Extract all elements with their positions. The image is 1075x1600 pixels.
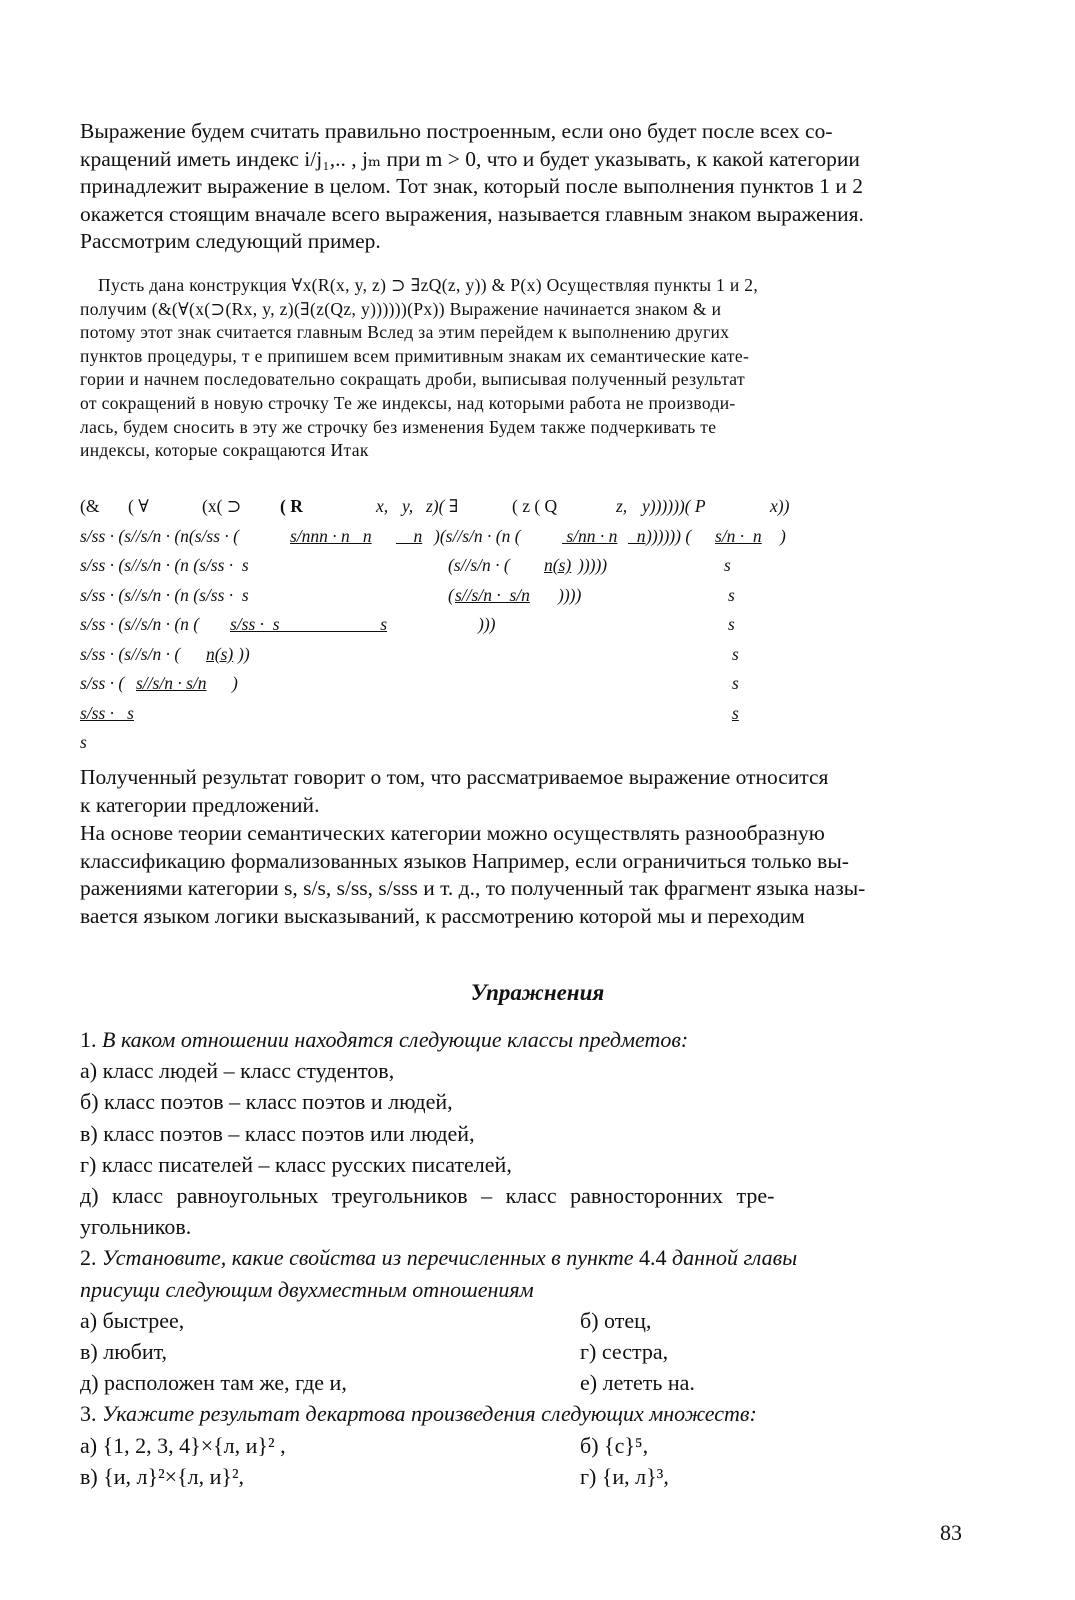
derivation-cell: s/ss · (s//s/n · (n (s/ss · s [80, 555, 249, 575]
derivation-cell: s [732, 702, 739, 723]
derivation-cell: s [724, 555, 731, 575]
derivation-cell: )(s//s/n · (n ( [434, 525, 521, 546]
derivation-row [80, 640, 984, 670]
exercises-block [80, 1024, 984, 1492]
result-paragraph [80, 764, 984, 819]
derivation-cell: s [732, 673, 739, 693]
classification-line: На основе теории семантических категории можно осуществлять разнообразную [80, 821, 825, 845]
derivation-cell: )) [238, 643, 250, 664]
derivation-cell: s/n · n [715, 525, 762, 546]
derivation-cell: s/ss · s [80, 702, 134, 723]
derivation-cell: n [628, 525, 646, 546]
exercise-item-row [80, 1336, 984, 1367]
derivation-cell: ))) [478, 614, 496, 634]
derivation-cell: s/ss · s s [230, 614, 388, 634]
exercise-text: Установите, какие свойства из перечисленных в пункте [102, 1245, 634, 1271]
exercise-item: д) класс равноугольных треугольников – класс равносторонних тре- [80, 1183, 775, 1209]
exercise-1-question [80, 1024, 984, 1055]
exercise-item-row [80, 1367, 984, 1398]
intro-line: принадлежит выражение в целом. Тот знак, который после выполнения пунктов 1 и 2 [80, 174, 864, 198]
derivation-cell: s/nnn · n n [290, 525, 372, 546]
exercise-text: В каком отношении находятся следующие классы предметов: [102, 1027, 689, 1052]
page-number: 83 [940, 1520, 962, 1545]
example-line: пунктов процедуры, т е припишем всем примитивным знакам их семантические кате- [80, 345, 750, 366]
example-line: от сокращений в новую строчку Те же индексы, над которыми работа не производи- [80, 392, 736, 413]
derivation-cell: s/ss · (s//s/n · ( [80, 643, 181, 664]
exercise-item: б) {с}⁵, [580, 1432, 649, 1458]
result-line: Полученный результат говорит о том, что рассматриваемое выражение относится [80, 765, 829, 789]
classification-paragraph [80, 820, 984, 930]
example-line: Пусть дана конструкция ∀x(R(x, y, z) ⊃ ∃zQ(z, y)) & P(x) Осуществляя пункты 1 и 2, [98, 275, 759, 295]
exercise-number: 2. [80, 1245, 97, 1271]
formula-token: x, [376, 496, 389, 516]
exercise-3-question [80, 1398, 984, 1429]
classification-line: вается языком логики высказываний, к рассмотрению которой мы и переходим [80, 903, 805, 928]
example-line: получим (&(∀(x(⊃(Rx, y, z)(∃(z(Qz, y))))))(Px)) Выражение начинается знаком & и [80, 298, 722, 319]
exercise-item: е) лететь на. [580, 1370, 695, 1396]
exercise-item: б) класс поэтов – класс поэтов и людей, [80, 1089, 453, 1115]
example-line: индексы, которые сокращаются Итак [80, 440, 369, 461]
result-line: к категории предложений. [80, 792, 320, 817]
example-line: потому этот знак считается главным Вслед за этим перейдем к выполнению других [80, 322, 730, 343]
formula-token: ( ∀ [128, 496, 149, 516]
exercise-text: данной главы [672, 1245, 798, 1271]
exercise-item: угольников. [80, 1214, 192, 1240]
exercise-item: в) любит, [80, 1339, 168, 1365]
formula-token: y, [402, 496, 414, 516]
derivation-cell: ))))) [578, 555, 608, 575]
example-line: гории и начнем последовательно сокращать дроби, выписывая полученный результат [80, 369, 745, 390]
derivation-cell: )))))) ( [646, 525, 692, 546]
intro-line: кращений иметь индекс i/j₁,.. , jₘ при m > 0, что и будет указывать, к какой категории [80, 146, 860, 171]
derivation-cell: )))) [558, 584, 582, 605]
exercise-text: Укажите результат декартова произведения следующих множеств: [102, 1401, 757, 1427]
classification-line: классификацию формализованных языков Например, если ограничиться только вы- [80, 848, 849, 873]
section-reference: 4.4 [639, 1245, 667, 1271]
exercise-item: а) класс людей – класс студентов, [80, 1058, 395, 1084]
exercise-item-row [80, 1305, 984, 1336]
derivation-header-row [80, 492, 984, 522]
exercise-item: в) {и, л}²×{л, и}², [80, 1463, 245, 1489]
exercise-item-row [80, 1461, 984, 1492]
exercise-item-row [80, 1430, 984, 1461]
derivation-table [80, 492, 984, 758]
derivation-cell: s//s/n · s/n [455, 584, 530, 605]
exercise-number: 3. [80, 1401, 97, 1427]
formula-token: (& [80, 496, 100, 516]
derivation-cell: s [732, 643, 739, 664]
derivation-cell: s//s/n · s/n [136, 673, 207, 693]
intro-paragraph [80, 118, 984, 256]
derivation-cell: n(s) [206, 643, 234, 664]
exercise-item: г) класс писателей – класс русских писателей, [80, 1151, 512, 1177]
exercise-item: д) расположен там же, где и, [80, 1370, 347, 1396]
exercise-item: а) {1, 2, 3, 4}×{л, и}² , [80, 1432, 286, 1458]
intro-line: Выражение будем считать правильно построенным, если оно будет после всех со- [80, 119, 833, 143]
derivation-cell: (s//s/n · ( [448, 555, 510, 575]
exercise-item: в) класс поэтов – класс поэтов или людей, [80, 1120, 475, 1146]
exercise-number: 1. [80, 1027, 97, 1052]
formula-token: y))))))( P [642, 496, 706, 516]
derivation-row [80, 610, 984, 640]
exercise-item: г) сестра, [580, 1339, 669, 1365]
exercise-item: а) быстрее, [80, 1307, 185, 1333]
derivation-cell: ) [780, 525, 786, 546]
derivation-cell: s/ss · (s//s/n · (n ( [80, 614, 200, 634]
intro-line: окажется стоящим вначале всего выражения, называется главным знаком выражения. [80, 201, 864, 226]
formula-token: ( z ( Q [512, 496, 558, 516]
derivation-cell: ( [448, 584, 454, 605]
derivation-cell: s/ss · (s//s/n · (n (s/ss · s [80, 584, 249, 605]
derivation-cell: ) [232, 673, 238, 693]
example-paragraph [80, 274, 984, 463]
exercise-text: присущи следующим двухместным отношениям [80, 1276, 534, 1302]
example-line: лась, будем сносить в эту же строчку без изменения Будем также подчеркивать те [80, 416, 717, 437]
formula-token: x)) [770, 496, 790, 516]
exercise-item: г) {и, л}³, [580, 1463, 669, 1489]
exercise-item: б) отец, [580, 1307, 652, 1333]
derivation-cell: n [396, 525, 423, 546]
intro-line: Рассмотрим следующий пример. [80, 229, 381, 253]
formula-token: ( R [280, 496, 303, 516]
formula-token: (x( ⊃ [202, 496, 242, 516]
derivation-row [80, 581, 984, 611]
derivation-cell: s [728, 584, 735, 605]
derivation-cell: s [80, 732, 87, 752]
derivation-row [80, 669, 984, 699]
formula-token: z)( ∃ [426, 496, 459, 516]
derivation-cell: s/ss · (s//s/n · (n(s/ss · ( [80, 525, 239, 546]
derivation-row [80, 728, 984, 758]
derivation-row [80, 551, 984, 581]
derivation-cell: n(s) [544, 555, 572, 575]
derivation-cell: s/nn · n [562, 525, 618, 546]
exercise-2-question [80, 1242, 984, 1273]
derivation-row [80, 699, 984, 729]
exercise-2-question-cont [80, 1274, 984, 1305]
derivation-row [80, 522, 984, 552]
classification-line: ражениями категории s, s/s, s/ss, s/sss и т. д., то полученный так фрагмент языка назы- [80, 876, 866, 900]
derivation-cell: s/ss · ( [80, 673, 125, 693]
formula-token: z, [616, 496, 628, 516]
exercises-heading: Упражнения [470, 980, 605, 1005]
derivation-cell: s [728, 614, 735, 634]
